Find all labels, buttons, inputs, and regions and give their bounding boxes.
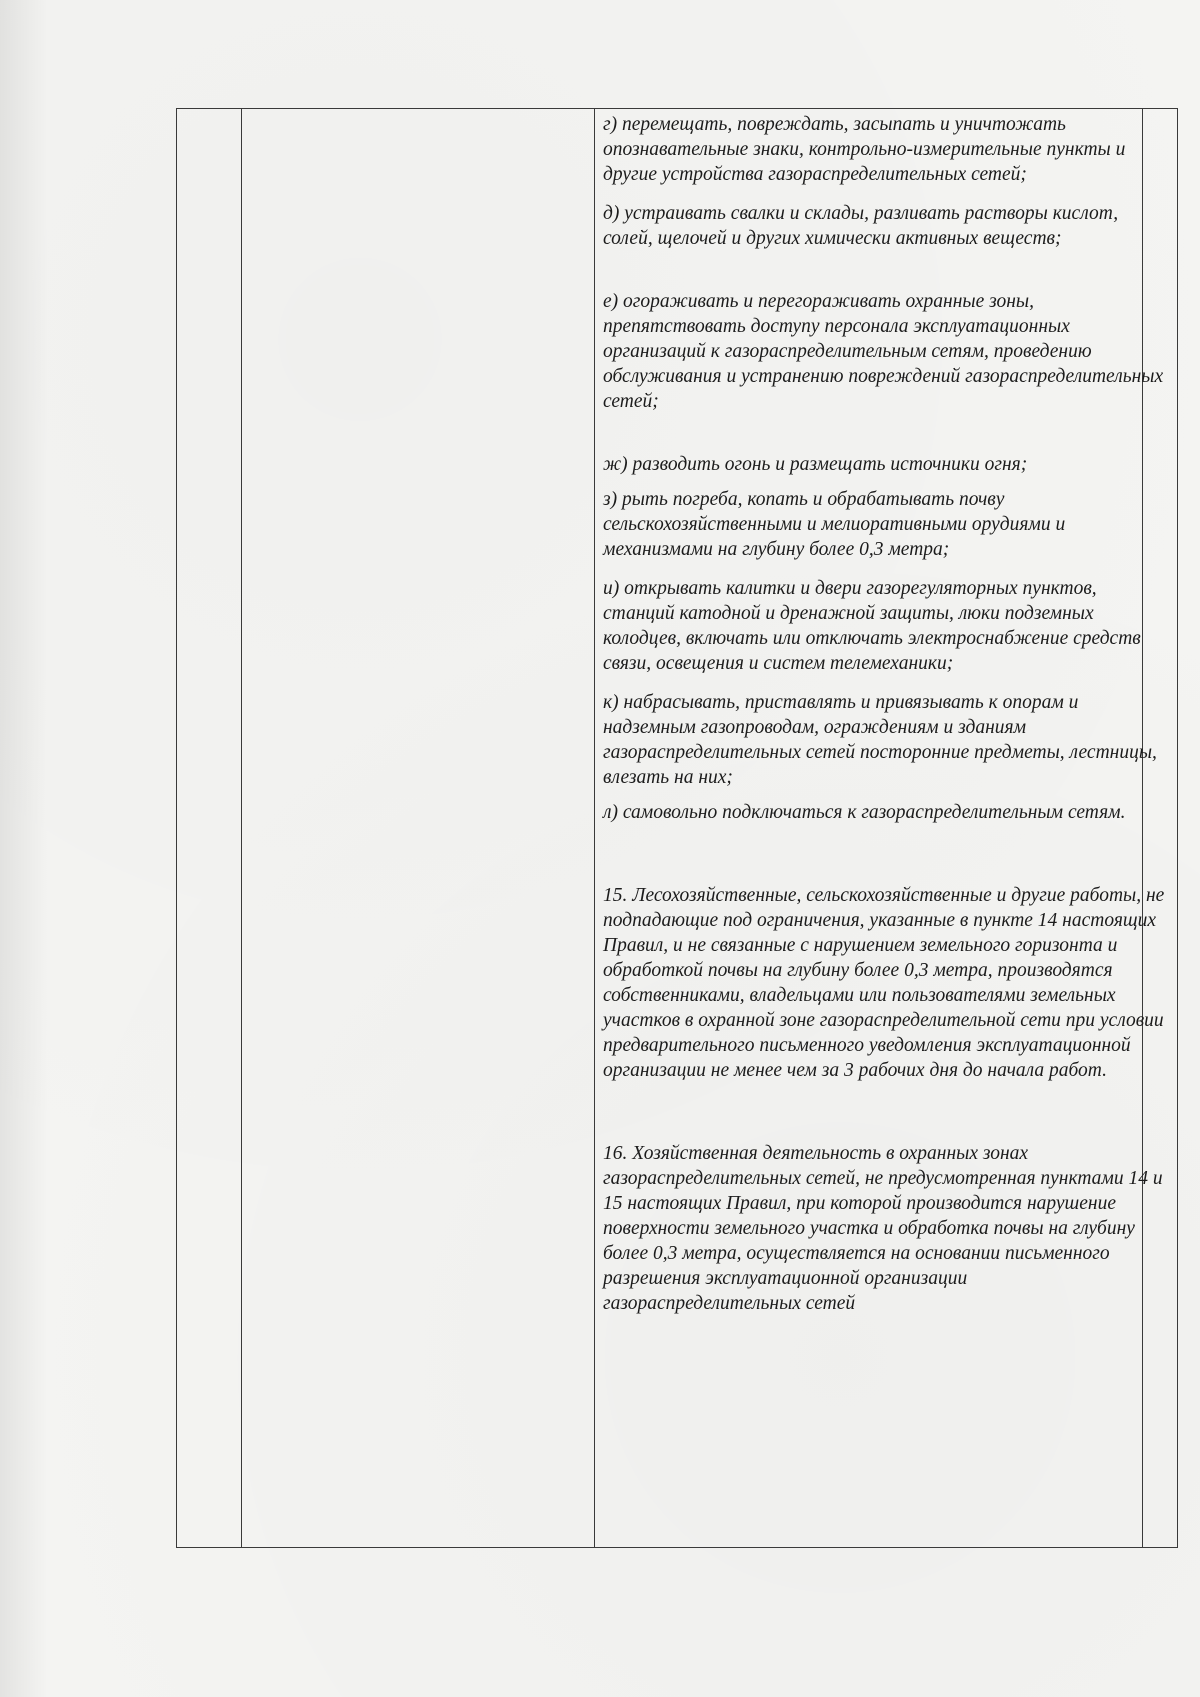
paragraph-item-z: з) рыть погреба, копать и обрабатывать почву сельскохозяйственными и мелиоративными орудиями и механизмами на глубину более 0,3 метра; <box>603 489 1066 560</box>
paragraph-item-k: к) набрасывать, приставлять и привязывать к опорам и надземным газопроводам, ограждениям и зданиям газораспределительных сетей посторонние предметы, лестницы, влезать на них; <box>603 692 1157 788</box>
table-text-cell <box>603 112 1166 1316</box>
paragraph-item-i: и) открывать калитки и двери газорегуляторных пунктов, станций катодной и дренажной защиты, люки подземных колодцев, включать или отключать электроснабжение средств связи, освещения и систем телемеханики; <box>603 578 1141 674</box>
paragraph-item-l: л) самовольно подключаться к газораспределительным сетям. <box>603 802 1126 823</box>
paragraph-item-d: д) устраивать свалки и склады, разливать растворы кислот, солей, щелочей и других химически активных веществ; <box>603 203 1119 249</box>
paragraph-item-g: г) перемещать, повреждать, засыпать и уничтожать опознавательные знаки, контрольно-измерительные пункты и другие устройства газораспределительных сетей; <box>603 114 1126 185</box>
scan-edge-shadow <box>0 0 48 1697</box>
paragraph-section-16: 16. Хозяйственная деятельность в охранных зонах газораспределительных сетей, не предусмотренная пунктами 14 и 15 настоящих Правил, при которой производится нарушение поверхности земельного участка и обработка почвы на глубину более 0,3 метра, осуществляется на основании письменного разрешения эксплуатационной организации газораспределительных сетей <box>603 1143 1163 1314</box>
paragraph-section-15: 15. Лесохозяйственные, сельскохозяйственные и другие работы, не подпадающие под ограничения, указанные в пункте 14 настоящих Правил, и не связанные с нарушением земельного горизонта и обработкой почвы на глубину более 0,3 метра, производятся собственниками, владельцами или пользователями земельных участков в охранной зоне газораспределительной сети при условии предварительного письменного уведомления эксплуатационной организации не менее чем за 3 рабочих дня до начала работ. <box>603 885 1165 1081</box>
table-column-divider <box>594 109 595 1547</box>
paragraph-item-e: е) огораживать и перегораживать охранные зоны, препятствовать доступу персонала эксплуатационных организаций к газораспределительным сетям, проведению обслуживания и устранению повреждений газораспределительных сетей; <box>603 291 1164 412</box>
paragraph-item-zh: ж) разводить огонь и размещать источники огня; <box>603 454 1028 475</box>
table-column-divider <box>241 109 242 1547</box>
